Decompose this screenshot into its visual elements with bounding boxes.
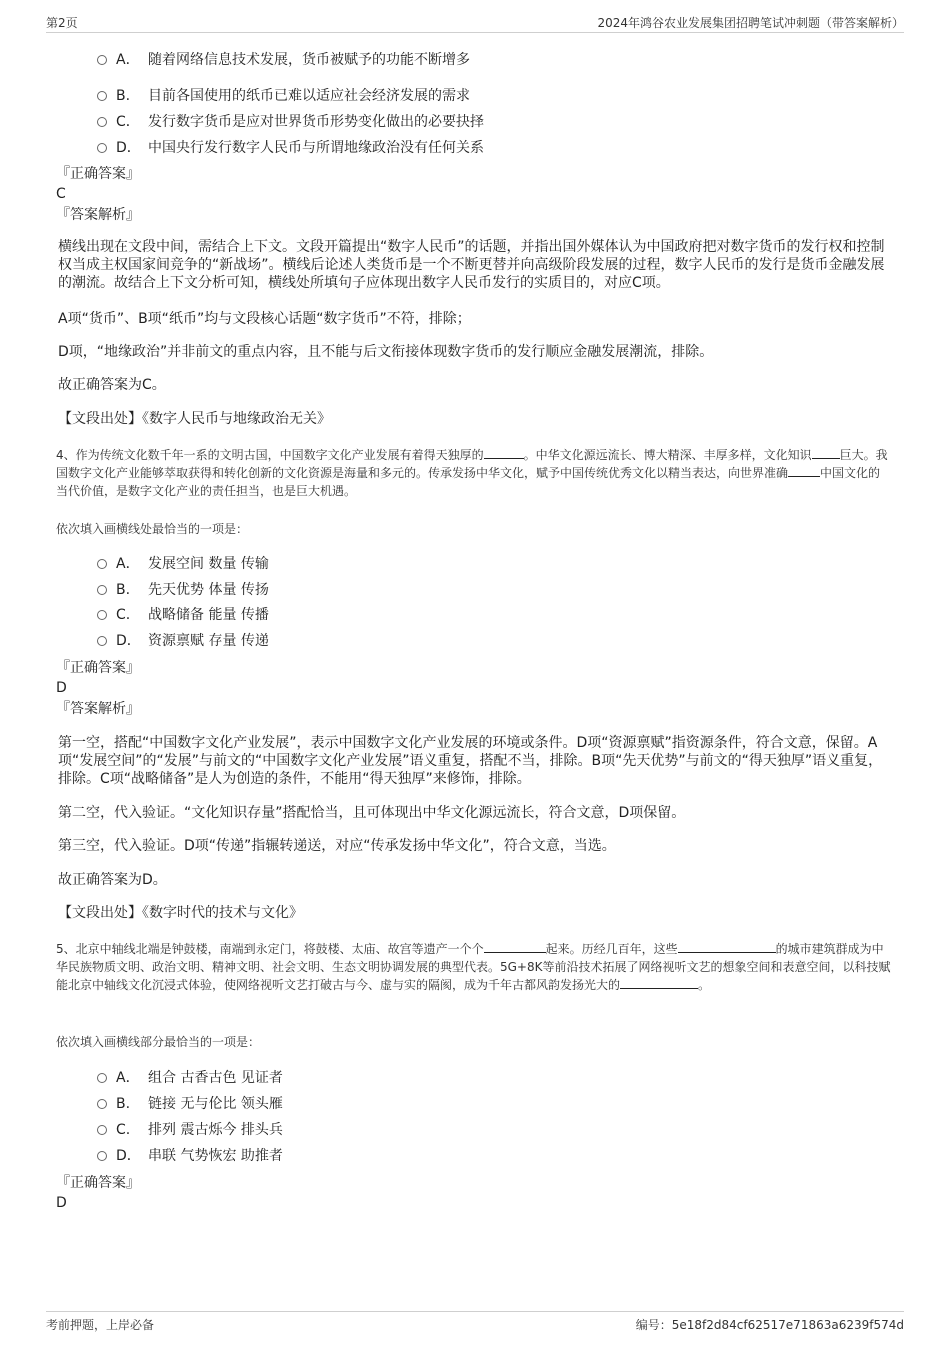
blank-line [620,976,698,989]
q3-analysis-paragraph: D项，“地缘政治”并非前文的重点内容，且不能与后文衔接体现数字货币的发行顺应金融发展潮流，排除。 [58,344,714,360]
q4-option-b[interactable]: B. 先天优势 体量 传扬 [97,580,269,600]
q4-answer: D [56,680,67,696]
q5-option-c[interactable]: C. 排列 震古烁今 排头兵 [97,1120,283,1140]
footer-slogan: 考前押题，上岸必备 [46,1318,155,1332]
radio-icon[interactable] [97,1125,107,1135]
page-footer [46,1311,904,1334]
radio-icon[interactable] [97,585,107,595]
q5-option-d[interactable]: D． 串联 气势恢宏 助推者 [97,1146,283,1166]
q4-analysis-paragraph: 第三空，代入验证。D项“传递”指辗转递送，对应“传承发扬中华文化”，符合文意，当选。 [58,838,616,854]
blank-line [678,940,776,953]
document-title: 2024年鸿谷农业发展集团招聘笔试冲刺题（带答案解析） [597,16,904,30]
q4-analysis-paragraph: 故正确答案为D。 [58,872,167,888]
q4-option-d[interactable]: D． 资源禀赋 存量 传递 [97,631,269,651]
q5-prompt: 依次填入画横线部分最恰当的一项是： [56,1035,261,1049]
q4-source: 【文段出处】《数字时代的技术与文化》 [58,905,303,921]
q4-analysis-label: 『答案解析』 [56,701,140,717]
q4-option-a[interactable]: A． 发展空间 数量 传输 [97,554,269,574]
q3-source: 【文段出处】《数字人民币与地缘政治无关》 [58,411,331,427]
blank-line [788,464,820,477]
q3-analysis-paragraph: 故正确答案为C。 [58,377,166,393]
q4-answer-label: 『正确答案』 [56,660,140,676]
radio-icon[interactable] [97,91,107,101]
q4-analysis-paragraph: 第一空，搭配“中国数字文化产业发展”，表示中国数字文化产业发展的环境或条件。D项“资源禀赋”指资源条件，符合文意，保留。A项“发展空间”的“发展”与前文的“中国数字文化产业发展”语义重复，搭配不当，排除。B项“先天优势”与前文的“得天独厚”语义重复，排除。C项“战略储备”是人为创造的条件，不能用“得天独厚”来修饰，排除。 [58,735,883,787]
radio-icon[interactable] [97,610,107,620]
q3-analysis-label: 『答案解析』 [56,207,140,223]
q5-option-b[interactable]: B. 链接 无与伦比 领头雁 [97,1094,283,1114]
q3-option-c[interactable]: C． 发行数字货币是应对世界货币形势变化做出的必要抉择 [97,112,484,132]
page-number: 第2页 [46,16,78,30]
blank-line [812,446,840,459]
q3-option-d[interactable]: D． 中国央行发行数字人民币与所谓地缘政治没有任何关系 [97,138,484,158]
radio-icon[interactable] [97,143,107,153]
radio-icon[interactable] [97,1151,107,1161]
radio-icon[interactable] [97,559,107,569]
q4-stem: 4、作为传统文化数千年一系的文明古国，中国数字文化产业发展有着得天独厚的 。中华文化源远流长、博大精深、丰厚多样，文化知识 巨大。我国数字文化产业能够萃取获得和转化创新的文化资源是海量和多元的。传承发扬中华文化，赋予中国传统优秀文化以精当表达，向世界准确 中国文化的当代价值，是数字文化产业的责任担当，也是巨大机遇。 [56,448,888,498]
q5-stem: 5、北京中轴线北端是钟鼓楼，南端到永定门，将鼓楼、太庙、故宫等遗产一个个 起来。历经几百年，这些 的城市建筑群成为中华民族物质文明、政治文明、精神文明、社会文明、生态文明协调发展的典型代表。5G+8K等前沿技术拓展了网络视听文艺的想象空间和表意空间，以科技赋能北京中轴线文化沉浸式体验，使网络视听文艺打破古与今、虚与实的隔阂，成为千年古都风韵发扬光大的 。 [56,942,891,992]
q5-option-a[interactable]: A． 组合 古香古色 见证者 [97,1068,283,1088]
q3-answer: C [56,186,66,202]
radio-icon[interactable] [97,1073,107,1083]
blank-line [484,446,524,459]
q3-option-b[interactable]: B. 目前各国使用的纸币已难以适应社会经济发展的需求 [97,86,470,106]
blank-line [484,940,546,953]
q4-prompt: 依次填入画横线处最恰当的一项是： [56,522,249,536]
radio-icon[interactable] [97,117,107,127]
radio-icon[interactable] [97,55,107,65]
q4-option-c[interactable]: C. 战略储备 能量 传播 [97,605,269,625]
radio-icon[interactable] [97,636,107,646]
footer-code: 编号：5e18f2d84cf62517e71863a6239f574d [635,1318,904,1332]
radio-icon[interactable] [97,1099,107,1109]
q3-analysis-paragraph: A项“货币”、B项“纸币”均与文段核心话题“数字货币”不符，排除； [58,311,471,327]
q3-answer-label: 『正确答案』 [56,166,140,182]
q4-analysis-paragraph: 第二空，代入验证。“文化知识存量”搭配恰当，且可体现出中华文化源远流长，符合文意，D项保留。 [58,805,686,821]
q3-analysis-paragraph: 横线出现在文段中间，需结合上下文。文段开篇提出“数字人民币”的话题，并指出国外媒体认为中国政府把对数字货币的发行权和控制权当成主权国家间竞争的“新战场”。横线后论述人类货币是一个不断更替并向高级阶段发展的过程，数字人民币的发行是货币金融发展的潮流。故结合上下文分析可知，横线处所填句子应体现出数字人民币发行的实质目的，对应C项。 [58,239,885,291]
page-header [46,14,904,33]
q5-answer-label: 『正确答案』 [56,1175,140,1191]
q5-answer: D [56,1195,67,1211]
q3-option-a[interactable]: A． 随着网络信息技术发展，货币被赋予的功能不断增多 [97,50,470,70]
